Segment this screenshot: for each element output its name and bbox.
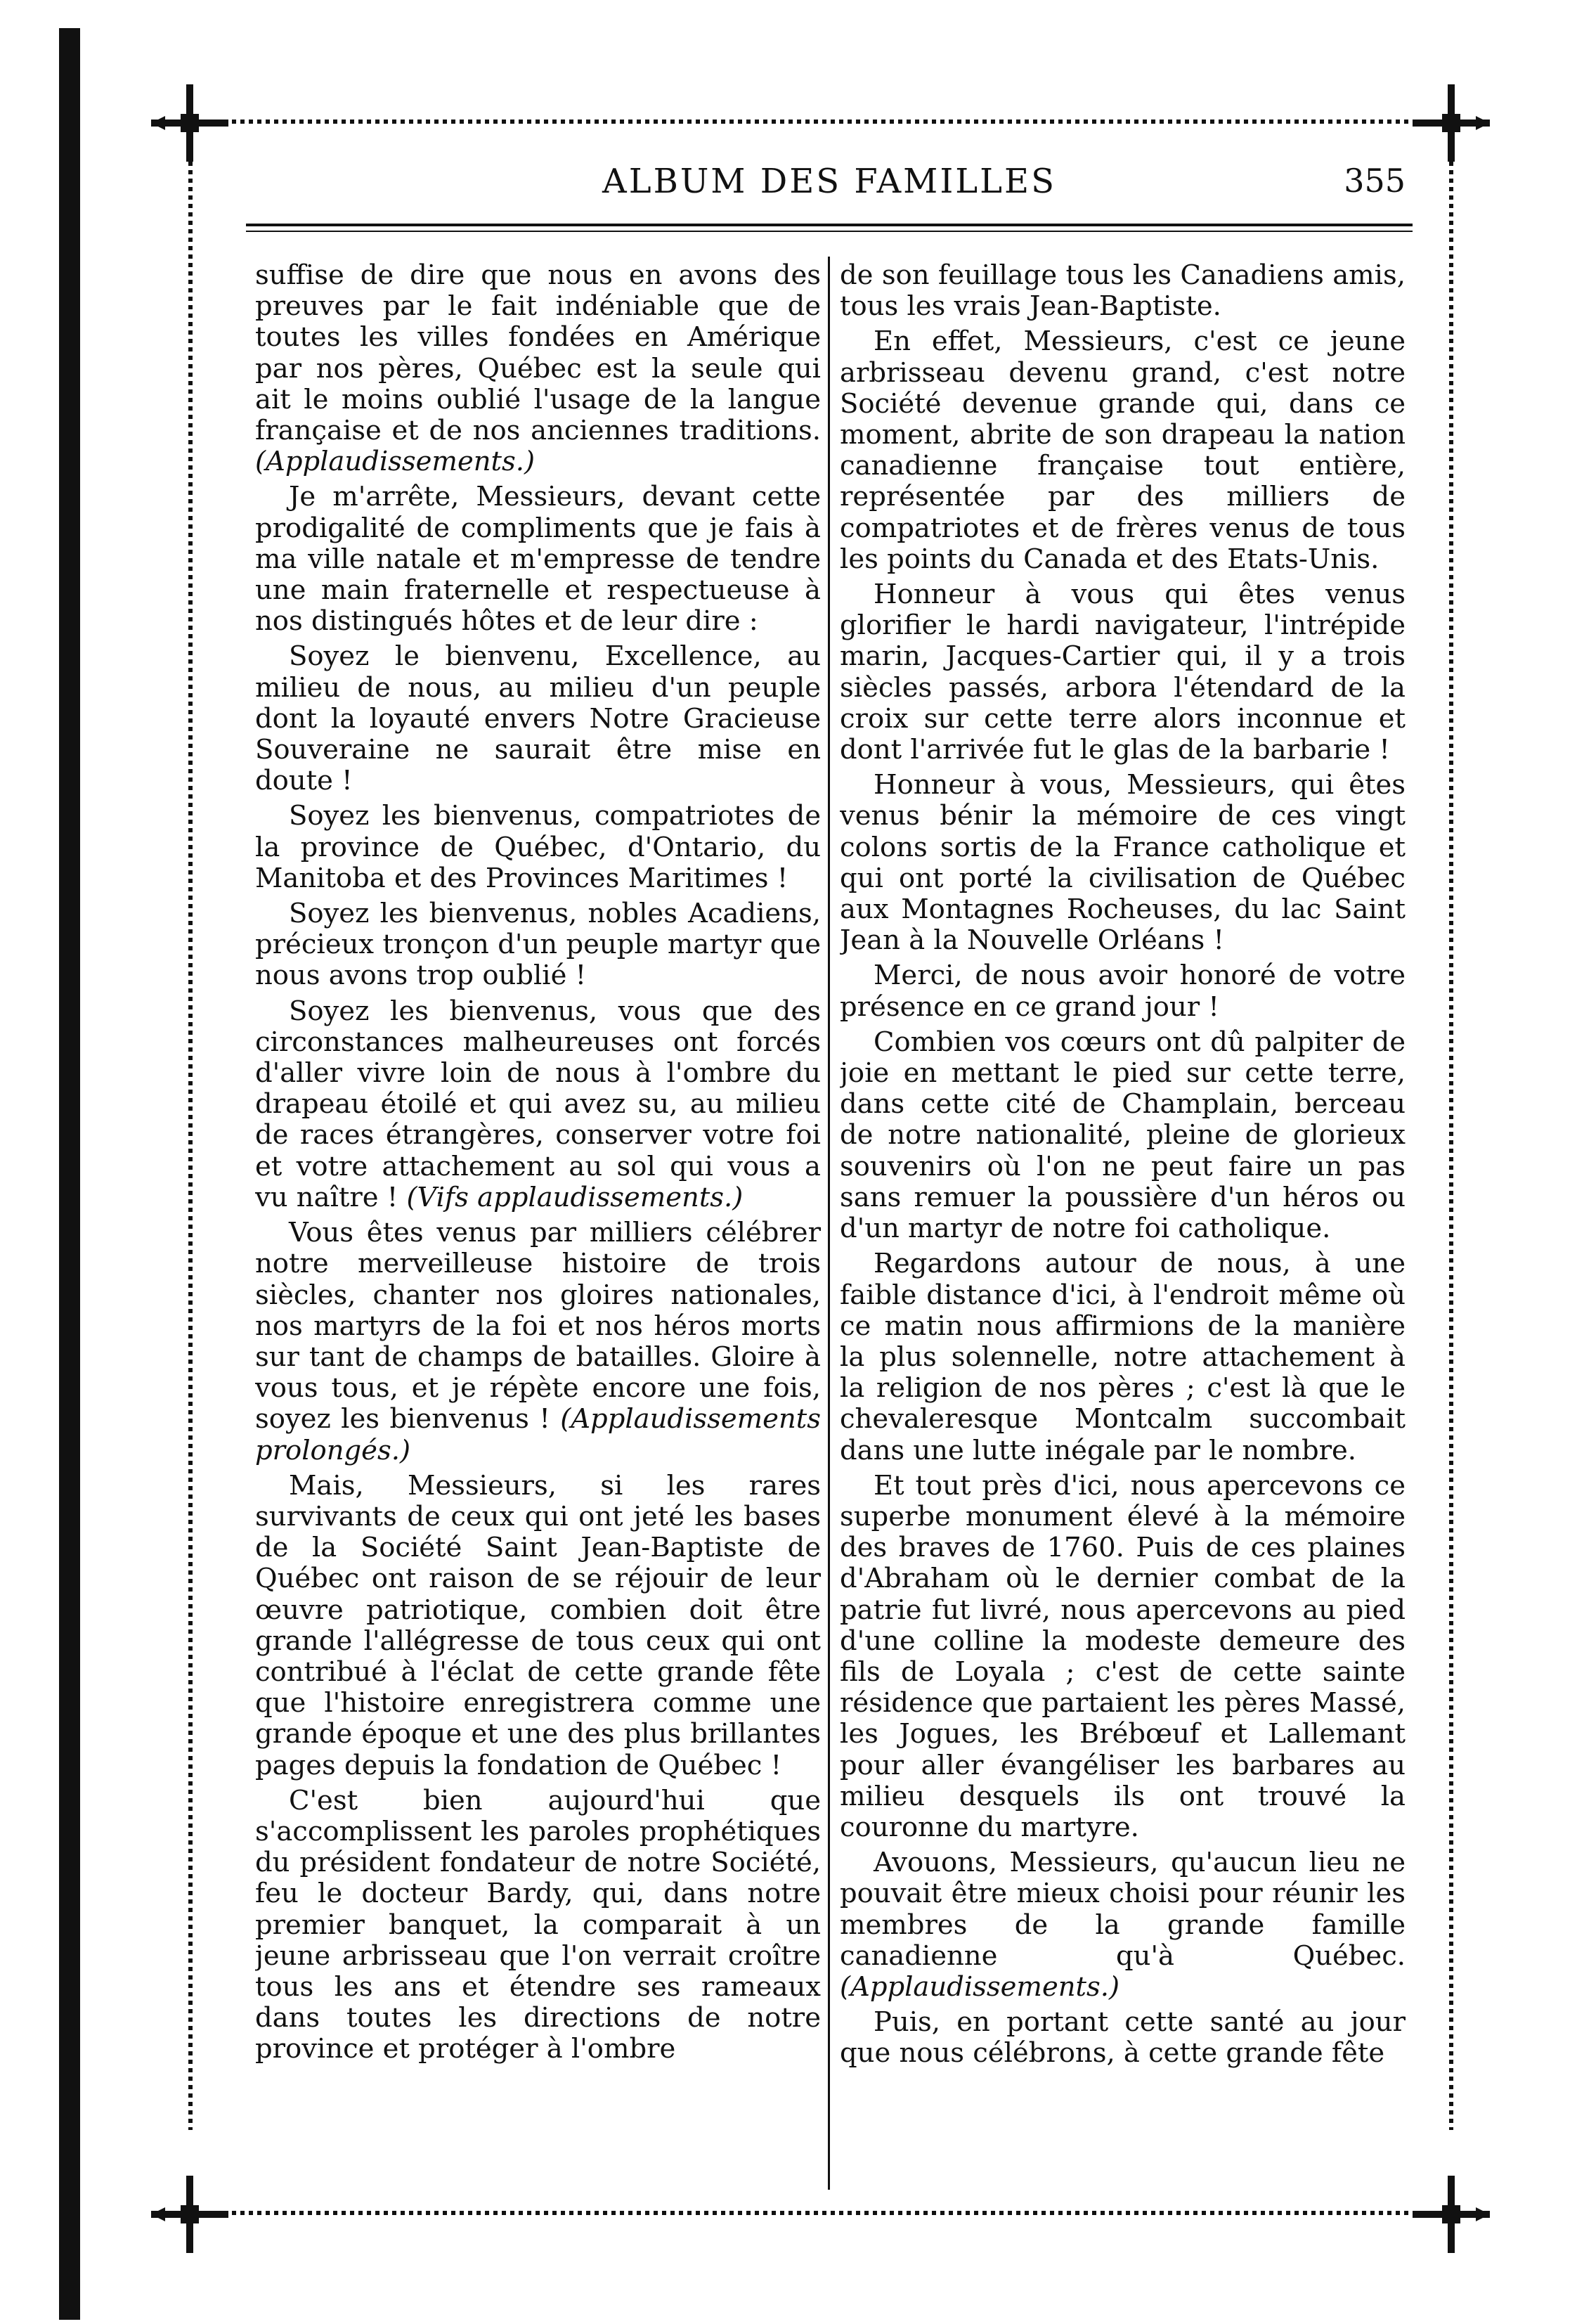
paragraph-text: Puis, en portant cette santé au jour que nous célébrons, à cette grande fête (840, 2006, 1406, 2070)
column-divider (828, 257, 830, 2190)
paragraph-text: Merci, de nous avoir honoré de votre présence en ce grand jour ! (840, 960, 1406, 1023)
paragraph-text: Soyez les bienvenus, compatriotes de la province de Québec, d'Ontario, du Manitoba et des Provinces Maritimes ! (255, 800, 821, 894)
paragraph-text: de son feuillage tous les Canadiens amis, tous les vrais Jean-Baptiste. (840, 260, 1406, 323)
paragraph (255, 1471, 821, 1781)
corner-ornament-icon (151, 84, 228, 162)
paragraph (840, 579, 1406, 766)
paragraph-text: En effet, Messieurs, c'est ce jeune arbrisseau devenu grand, c'est notre Société devenue grande qui, dans ce moment, abrite de son drapeau la nation canadienne française tout entière, représentée par des milliers de compatriotes et de frères venus de tous les points du Canada et des Etats-Unis. (840, 325, 1406, 575)
paragraph-text: Soyez le bienvenu, Excellence, au milieu de nous, au milieu d'un peuple dont la loyauté envers Notre Gracieuse Souveraine ne saurait être mise en doute ! (255, 640, 821, 797)
running-header (253, 162, 1406, 211)
paragraph-text: Et tout près d'ici, nous apercevons ce superbe monument élevé à la mémoire des braves de 1760. Puis de ces plaines d'Abraham où le dernier combat de la patrie fut livré, nous apercevons au pied d'une colline la modeste demeure des fils de Loyala ; c'est de cette sainte résidence que partaient les pères Massé, les Jogues, les Brébœuf et Lallemant pour aller évangéliser les barbares au milieu desquels ils ont trouvé la couronne du martyre. (840, 1469, 1406, 1843)
paragraph (255, 260, 821, 477)
corner-ornament-icon (151, 2176, 228, 2253)
corner-ornament-icon (1413, 2176, 1490, 2253)
paragraph (255, 801, 821, 894)
applause-note: (Applaudissements.) (255, 446, 536, 478)
paragraph (255, 641, 821, 796)
paragraph (840, 2007, 1406, 2069)
paragraph (840, 770, 1406, 956)
paragraph-text: Honneur à vous qui êtes venus glorifier le hardi navigateur, l'intrépide marin, Jacques-Cartier qui, il y a trois siècles passés, arbora l'étendard de la croix sur cette terre alors inconnue et dont l'arrivée fut le glas de la barbarie ! (840, 579, 1406, 766)
header-title: ALBUM DES FAMILLES (602, 162, 1056, 201)
frame-left-line (188, 162, 193, 2130)
paragraph (840, 960, 1406, 1022)
paragraph (255, 996, 821, 1213)
paragraph-text: Soyez les bienvenus, nobles Acadiens, précieux tronçon d'un peuple martyr que nous avons trop oublié ! (255, 898, 821, 992)
frame-top-line (232, 120, 1413, 124)
frame-right-line (1449, 162, 1453, 2130)
paragraph-text: Soyez les bienvenus, vous que des circonstances malheureuses ont forcés d'aller vivre loin de nous à l'ombre du drapeau étoilé et qui avez su, au milieu de races étrangères, conserver votre foi et votre attachement au sol qui vous a vu naître ! (255, 995, 821, 1213)
paragraph-text: Regardons autour de nous, à une faible distance d'ici, à l'endroit même où ce matin nous affirmions de la manière la plus solennelle, notre attachement à la religion de nos pères ; c'est là que le chevaleresque Montcalm succombait dans une lutte inégale par le nombre. (840, 1248, 1406, 1466)
paragraph-text: Vous êtes venus par milliers célébrer notre merveilleuse histoire de trois siècles, chanter nos gloires nationales, nos martyrs de la foi et nos héros morts sur tant de champs de batailles. Gloire à vous tous, et je répète encore une fois, soyez les bienvenus ! (255, 1217, 821, 1435)
paragraph-text: Je m'arrête, Messieurs, devant cette prodigalité de compliments que je fais à ma ville natale et m'empresse de tendre une main fraternelle et respectueuse à nos distingués hôtes et de leur dire : (255, 481, 821, 638)
applause-note: (Applaudissements.) (840, 1970, 1120, 2003)
header-rule (246, 224, 1413, 232)
page-number: 355 (1344, 162, 1406, 200)
paragraph-text: suffise de dire que nous en avons des preuves par le fait indéniable que de toutes les villes fondées en Amérique par nos pères, Québec est la seule qui ait le moins oublié l'usage de la langue française et de nos anciennes traditions. (255, 260, 821, 447)
paragraph (255, 482, 821, 637)
binding-edge (59, 28, 80, 2320)
applause-note: (Vifs applaudissements.) (406, 1181, 744, 1213)
paragraph-text: Honneur à vous, Messieurs, qui êtes venus bénir la mémoire de ces vingt colons sortis de la France catholique et qui ont porté la civilisation de Québec aux Montagnes Rocheuses, du lac Saint Jean à la Nouvelle Orléans ! (840, 769, 1406, 957)
frame-bottom-line (232, 2211, 1413, 2215)
paragraph (255, 898, 821, 992)
paragraph (840, 1471, 1406, 1843)
corner-ornament-icon (1413, 84, 1490, 162)
left-column (255, 260, 821, 2186)
paragraph-text: Avouons, Messieurs, qu'aucun lieu ne pouvait être mieux choisi pour réunir les membres de la grande famille canadienne qu'à Québec. (840, 1847, 1406, 1972)
right-column (840, 260, 1406, 2186)
paragraph (255, 1218, 821, 1466)
paragraph (840, 1248, 1406, 1466)
paragraph (840, 1027, 1406, 1244)
paragraph-text: Mais, Messieurs, si les rares survivants de ceux qui ont jeté les bases de la Société Saint Jean-Baptiste de Québec ont raison de se réjouir de leur œuvre patriotique, combien doit être grande l'allégresse de tous ceux qui ont contribué à l'éclat de cette grande fête que l'histoire enregistrera comme une grande époque et une des plus brillantes pages depuis la fondation de Québec ! (255, 1469, 821, 1781)
paragraph-text: C'est bien aujourd'hui que s'accomplissent les paroles prophétiques du président fondateur de notre Société, feu le docteur Bardy, qui, dans notre premier banquet, la comparait à un jeune arbrisseau que l'on verrait croître tous les ans et étendre ses rameaux dans toutes les directions de notre province et protéger à l'ombre (255, 1784, 821, 2065)
paragraph (840, 326, 1406, 575)
applause-note: (Applaudissements prolongés.) (255, 1403, 821, 1466)
paragraph-text: Combien vos cœurs ont dû palpiter de joie en mettant le pied sur cette terre, dans cette cité de Champlain, berceau de notre nationalité, pleine de glorieux souvenirs où l'on ne peut faire un pas sans remuer la poussière d'un héros ou d'un martyr de notre foi catholique. (840, 1026, 1406, 1245)
paragraph (840, 260, 1406, 322)
paragraph (255, 1786, 821, 2065)
paragraph (840, 1847, 1406, 2003)
